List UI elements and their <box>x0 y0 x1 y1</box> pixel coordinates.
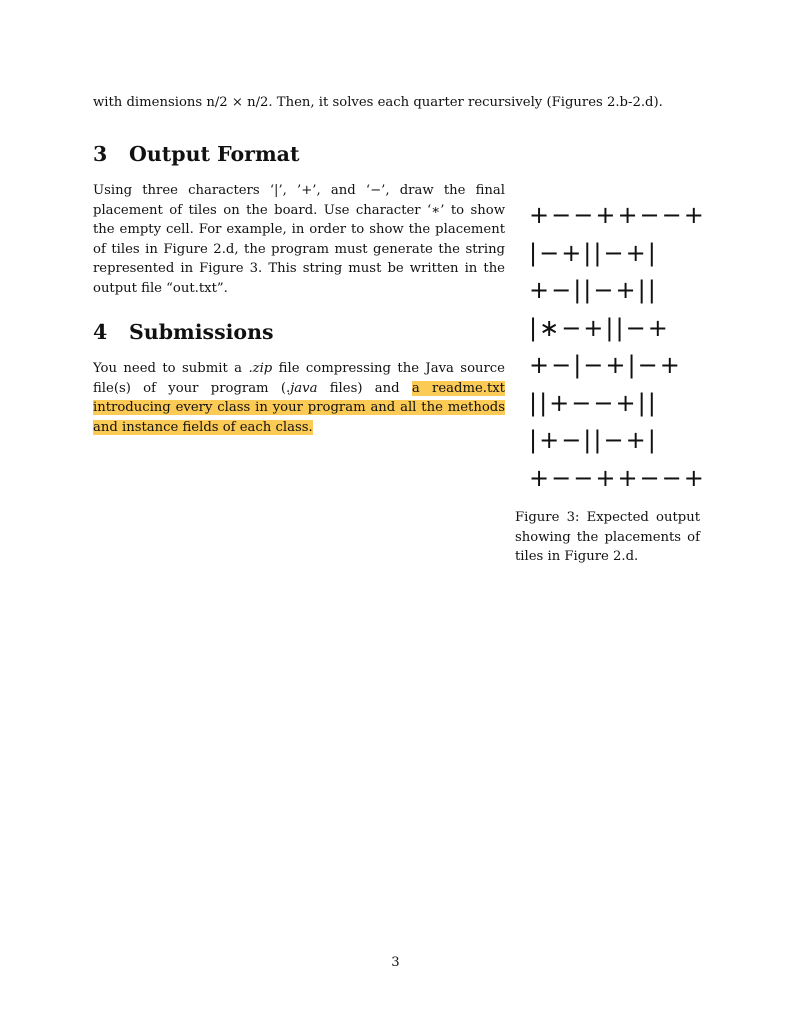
figure-row: ||+−−+|| <box>529 388 658 417</box>
section-4-title: Submissions <box>129 320 274 344</box>
figure-row: +−−++−−+ <box>529 201 706 229</box>
figure-row: |−+||−+| <box>529 238 658 267</box>
submission-text-start: You need to submit a <box>93 361 249 376</box>
section-4-paragraph <box>93 359 505 437</box>
section-3-heading <box>93 142 299 166</box>
intro-line: with dimensions n/2 × n/2. Then, it solves each quarter recursively (Figures 2.b-2.d). <box>93 95 663 110</box>
submission-text-mid2: files) and <box>317 380 412 396</box>
figure-caption: Figure 3: Expected output showing the placements of tiles in Figure 2.d. <box>515 510 700 564</box>
java-term: .java <box>286 380 318 396</box>
section-3-title: Output Format <box>129 142 300 166</box>
section-4-number: 4 <box>93 320 108 344</box>
section-4-heading <box>93 320 274 344</box>
zip-term: .zip <box>248 361 273 376</box>
highlighted-text[interactable]: a readme.txt introducing every class in your program and all the methods and instance fields of each class. <box>93 380 505 435</box>
submission-text-mid1: file compressing the Java source file(s) of your program ( <box>93 361 505 396</box>
section-3-number: 3 <box>93 142 108 166</box>
page-number: 3 <box>391 955 400 970</box>
figure-row: +−|−+|−+ <box>529 351 682 379</box>
figure-row: +−||−+|| <box>529 276 658 304</box>
section-3-paragraph: Using three characters ‘|’, ’+’, and ‘−’, draw the final placement of tiles on the board. Use character ‘∗’ to show the empty cell. For example, in order to show the placement of tiles in Figure 2.d, the program must generate the string represented in Figure 3. This string must be written in the output file “out.txt”. <box>93 183 505 296</box>
figure-3-output <box>529 197 706 497</box>
figure-row: |∗−+||−+ <box>529 313 670 342</box>
figure-row: +−−++−−+ <box>529 463 706 492</box>
figure-row: |+−||−+| <box>529 426 658 454</box>
